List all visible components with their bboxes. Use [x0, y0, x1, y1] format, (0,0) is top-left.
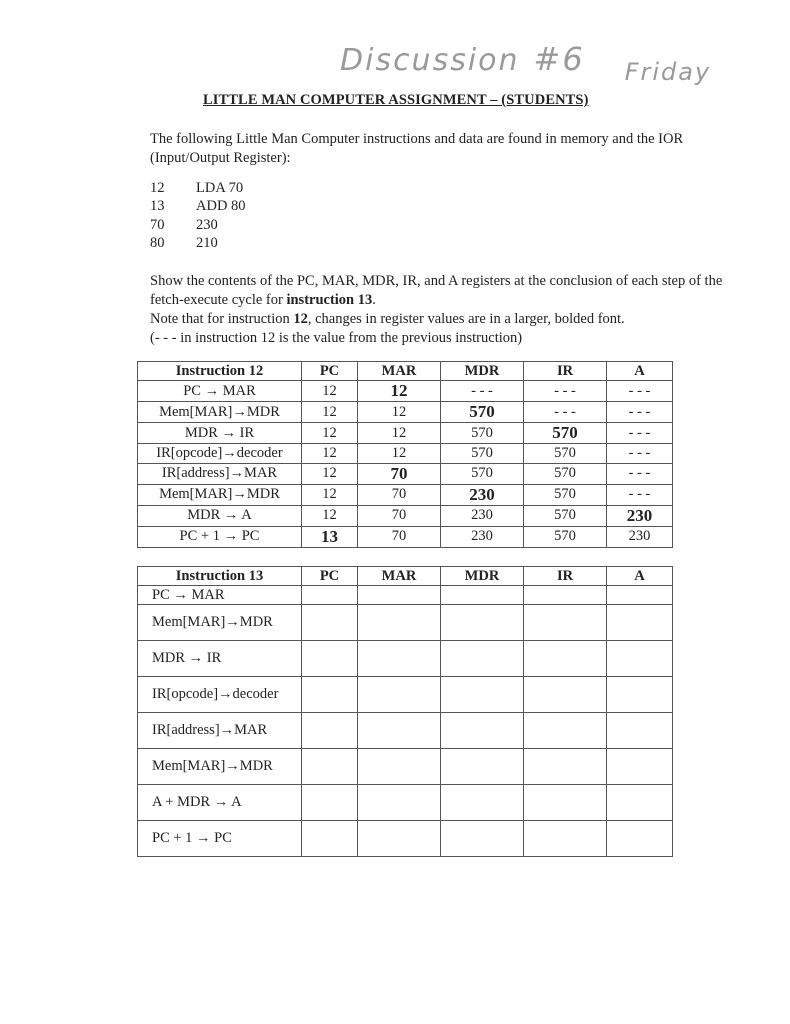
register-cell: 570 [524, 463, 607, 484]
step-label: PC → MAR [138, 381, 302, 402]
answer-cell[interactable] [524, 713, 607, 749]
answer-cell[interactable] [607, 586, 673, 605]
table-row [138, 463, 673, 484]
answer-cell[interactable] [358, 713, 441, 749]
register-cell: 12 [358, 402, 441, 423]
register-cell: - - - [607, 423, 673, 444]
answer-cell[interactable] [524, 586, 607, 605]
answer-cell[interactable] [441, 641, 524, 677]
page-title: LITTLE MAN COMPUTER ASSIGNMENT – (STUDENTS) [203, 92, 589, 108]
answer-cell[interactable] [441, 677, 524, 713]
answer-cell[interactable] [607, 713, 673, 749]
register-cell: 12 [302, 444, 358, 464]
column-header: Instruction 12 [138, 362, 302, 381]
register-cell: - - - [441, 381, 524, 402]
register-cell: 230 [441, 505, 524, 526]
answer-cell[interactable] [441, 749, 524, 785]
answer-cell[interactable] [358, 821, 441, 857]
column-header: Instruction 13 [138, 567, 302, 586]
step-label: PC + 1 → PC [138, 821, 302, 857]
register-cell: - - - [607, 402, 673, 423]
answer-cell[interactable] [524, 785, 607, 821]
register-cell: 12 [302, 505, 358, 526]
answer-cell[interactable] [524, 641, 607, 677]
answer-cell[interactable] [607, 641, 673, 677]
column-header: PC [302, 362, 358, 381]
register-cell: 570 [441, 423, 524, 444]
register-cell: - - - [607, 444, 673, 464]
answer-cell[interactable] [358, 749, 441, 785]
column-header: A [607, 362, 673, 381]
step-label: IR[address]→MAR [138, 463, 302, 484]
register-cell: 230 [441, 526, 524, 547]
answer-cell[interactable] [302, 677, 358, 713]
answer-cell[interactable] [524, 821, 607, 857]
register-cell: - - - [524, 402, 607, 423]
memory-address: 80 [150, 234, 165, 251]
memory-content: 230 [196, 216, 218, 233]
answer-cell[interactable] [524, 749, 607, 785]
step-label: IR[address]→MAR [138, 713, 302, 749]
step-label: PC → MAR [138, 586, 302, 605]
instructions-line-1 [150, 272, 730, 310]
memory-row [150, 179, 246, 197]
register-cell: 570 [441, 402, 524, 423]
column-header: IR [524, 362, 607, 381]
register-cell: 12 [358, 444, 441, 464]
step-label: Mem[MAR]→MDR [138, 402, 302, 423]
register-cell: 70 [358, 463, 441, 484]
table-row [138, 586, 673, 605]
column-header: MAR [358, 362, 441, 381]
register-cell: 12 [302, 423, 358, 444]
register-cell: 13 [302, 526, 358, 547]
register-cell: 12 [302, 484, 358, 505]
register-cell: 570 [524, 484, 607, 505]
instructions-text: . [372, 292, 376, 308]
register-cell: 230 [607, 526, 673, 547]
register-cell: 230 [607, 505, 673, 526]
instructions-bold: instruction 13 [286, 292, 373, 308]
step-label: MDR → A [138, 505, 302, 526]
step-label: IR[opcode]→decoder [138, 444, 302, 464]
table-row [138, 526, 673, 547]
answer-cell[interactable] [607, 785, 673, 821]
answer-cell[interactable] [302, 641, 358, 677]
answer-cell[interactable] [607, 821, 673, 857]
memory-content: LDA 70 [196, 180, 244, 196]
answer-cell[interactable] [607, 749, 673, 785]
answer-cell[interactable] [441, 605, 524, 641]
table-row [138, 402, 673, 423]
table-row [138, 641, 673, 677]
instruction-12-table [137, 361, 673, 548]
answer-cell[interactable] [302, 605, 358, 641]
column-header: MDR [441, 567, 524, 586]
answer-cell[interactable] [358, 677, 441, 713]
instruction-13-table [137, 566, 673, 857]
answer-cell[interactable] [441, 785, 524, 821]
answer-cell[interactable] [607, 605, 673, 641]
register-cell: 570 [524, 526, 607, 547]
instructions-text: Show the contents of the PC, MAR, MDR, IR, and A registers at the conclusion of each step of the fetch-execute cycle for [150, 273, 723, 308]
register-cell: 570 [524, 444, 607, 464]
column-header: MDR [441, 362, 524, 381]
register-cell: 70 [358, 505, 441, 526]
answer-cell[interactable] [302, 785, 358, 821]
memory-row [150, 234, 246, 252]
register-cell: 570 [441, 463, 524, 484]
table-row [138, 713, 673, 749]
table-header-row [138, 567, 673, 586]
table-row [138, 505, 673, 526]
register-cell: 570 [524, 505, 607, 526]
step-label: Mem[MAR]→MDR [138, 484, 302, 505]
register-cell: 12 [302, 402, 358, 423]
instructions-paragraph [150, 272, 730, 348]
table-header-row [138, 362, 673, 381]
register-cell: 70 [358, 526, 441, 547]
handwritten-day: Friday [624, 58, 712, 86]
answer-cell[interactable] [302, 821, 358, 857]
answer-cell[interactable] [358, 785, 441, 821]
table-row [138, 423, 673, 444]
answer-cell[interactable] [524, 677, 607, 713]
column-header: A [607, 567, 673, 586]
table-row [138, 381, 673, 402]
answer-cell[interactable] [441, 713, 524, 749]
instructions-line-2 [150, 310, 730, 329]
register-cell: 70 [358, 484, 441, 505]
register-cell: 12 [302, 463, 358, 484]
answer-cell[interactable] [524, 605, 607, 641]
table-row [138, 749, 673, 785]
answer-cell[interactable] [358, 641, 441, 677]
memory-row [150, 197, 246, 215]
instructions-text: , changes in register values are in a larger, bolded font. [307, 311, 625, 327]
table-row [138, 821, 673, 857]
answer-cell[interactable] [302, 749, 358, 785]
step-label: PC + 1 → PC [138, 526, 302, 547]
step-label: A + MDR → A [138, 785, 302, 821]
memory-address: 12 [150, 180, 165, 196]
register-cell: 570 [524, 423, 607, 444]
step-label: IR[opcode]→decoder [138, 677, 302, 713]
register-cell: - - - [607, 463, 673, 484]
answer-cell[interactable] [441, 821, 524, 857]
memory-address: 70 [150, 216, 165, 233]
answer-cell[interactable] [358, 586, 441, 605]
step-label: MDR → IR [138, 641, 302, 677]
register-cell: 570 [441, 444, 524, 464]
answer-cell[interactable] [358, 605, 441, 641]
intro-paragraph: The following Little Man Computer instructions and data are found in memory and the IOR (Input/Output Register): [150, 131, 684, 166]
answer-cell[interactable] [302, 713, 358, 749]
register-cell: 230 [441, 484, 524, 505]
memory-listing [150, 179, 246, 252]
handwritten-number: #6 [533, 40, 585, 78]
memory-address: 13 [150, 198, 165, 215]
register-cell: 12 [358, 423, 441, 444]
register-cell: - - - [607, 484, 673, 505]
step-label: MDR → IR [138, 423, 302, 444]
table-row [138, 605, 673, 641]
step-label: Mem[MAR]→MDR [138, 749, 302, 785]
table-row [138, 785, 673, 821]
handwritten-discussion: Discussion [340, 43, 520, 78]
instructions-line-3: (- - - in instruction 12 is the value from the previous instruction) [150, 330, 523, 346]
instructions-bold: 12 [293, 311, 308, 327]
register-cell: 12 [358, 381, 441, 402]
handwritten-note [340, 40, 712, 86]
register-cell: 12 [302, 381, 358, 402]
memory-content: ADD 80 [196, 198, 246, 215]
memory-content: 210 [196, 234, 218, 251]
instructions-text: Note that for instruction [150, 311, 294, 327]
table-row [138, 444, 673, 464]
register-cell: - - - [607, 381, 673, 402]
column-header: MAR [358, 567, 441, 586]
column-header: IR [524, 567, 607, 586]
table-row [138, 677, 673, 713]
answer-cell[interactable] [607, 677, 673, 713]
column-header: PC [302, 567, 358, 586]
answer-cell[interactable] [441, 586, 524, 605]
step-label: Mem[MAR]→MDR [138, 605, 302, 641]
register-cell: - - - [524, 381, 607, 402]
answer-cell[interactable] [302, 586, 358, 605]
memory-row [150, 216, 246, 234]
table-row [138, 484, 673, 505]
